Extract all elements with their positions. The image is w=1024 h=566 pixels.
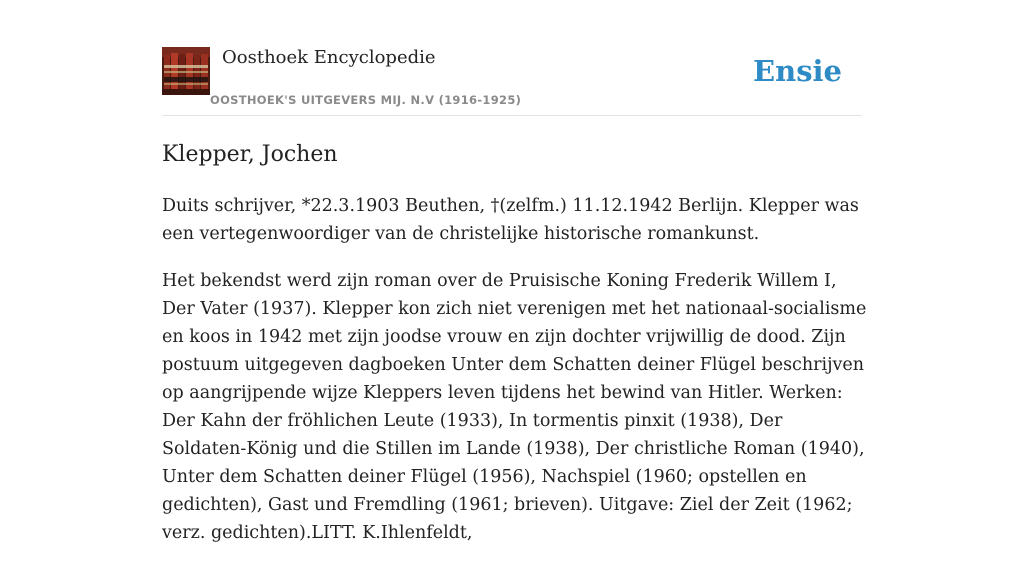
source-avatar[interactable] xyxy=(162,47,210,95)
source-header xyxy=(162,46,862,116)
book-spines-icon xyxy=(162,47,210,95)
source-subtitle: OOSTHOEK'S UITGEVERS MIJ. N.V (1916-1925) xyxy=(210,93,522,107)
article-title: Klepper, Jochen xyxy=(162,142,338,167)
article-paragraph: Duits schrijver, *22.3.1903 Beuthen, †(zelfm.) 11.12.1942 Berlijn. Klepper was een vertegenwoordiger van de christelijke historische romankunst. xyxy=(162,196,859,244)
source-name[interactable]: Oosthoek Encyclopedie xyxy=(222,47,436,68)
article-paragraph: Het bekendst werd zijn roman over de Pruisische Koning Frederik Willem I, Der Vater (1937). Klepper kon zich niet verenigen met het nationaal-socialisme en koos in 1942 met zijn joodse vrouw en zijn dochter vrijwillig de dood. Zijn postuum uitgegeven dagboeken Unter dem Schatten deiner Flügel beschrijven op aangrijpende wijze Kleppers leven tijdens het bewind van Hitler. Werken: Der Kahn der fröhlichen Leute (1933), In tormentis pinxit (1938), Der Soldaten-König und die Stillen im Lande (1938), Der christliche Roman (1940), Unter dem Schatten deiner Flügel (1956), Nachspiel (1960; opstellen en gedichten), Gast und Fremdling (1961; brieven). Uitgave: Ziel der Zeit (1962; verz. gedichten).LITT. K.Ihlenfeldt, xyxy=(162,271,867,543)
brand-logo[interactable]: Ensie xyxy=(753,54,842,88)
article-body xyxy=(162,192,872,566)
